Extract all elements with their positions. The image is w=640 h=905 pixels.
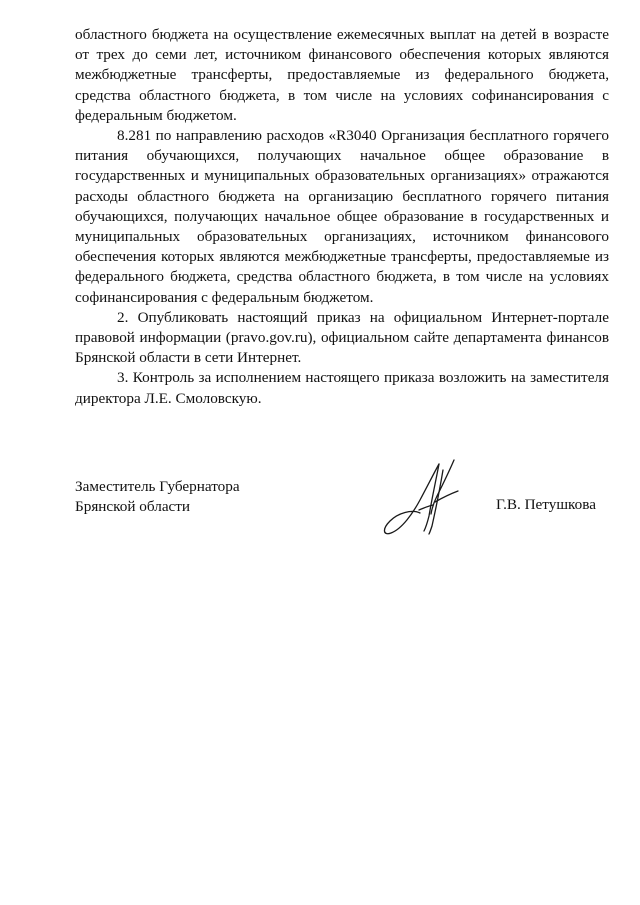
signatory-position-line-1: Заместитель Губернатора bbox=[75, 478, 240, 495]
signatory-name: Г.В. Петушкова bbox=[496, 496, 596, 513]
paragraph-item-2: 2. Опубликовать настоящий приказ на официальном Интернет-портале правовой информации (pravo.gov.ru), официальном сайте департамента финансов Брянской области в сети Интернет. bbox=[75, 308, 609, 367]
paragraph-item-3: 3. Контроль за исполнением настоящего приказа возложить на заместителя директора Л.Е. Смоловскую. bbox=[75, 369, 609, 407]
paragraph-8-280-continuation: областного бюджета на осуществление ежемесячных выплат на детей в возрасте от трех до семи лет, источником финансового обеспечения которых являются межбюджетные трансферты, предоставляемые из федерального бюджета, средства областного бюджета, в том числе на условиях софинансирования с федеральным бюджетом. bbox=[75, 26, 609, 124]
paragraph-8-281: 8.281 по направлению расходов «R3040 Организация бесплатного горячего питания обучающихся, получающих начальное общее образование в государственных и муниципальных образовательных организациях» отражаются расходы областного бюджета на организацию бесплатного горячего питания обучающихся, получающих начальное общее образование в государственных и муниципальных образовательных организациях, источником финансового обеспечения которых являются межбюджетные трансферты, предоставляемые из федерального бюджета, средства областного бюджета, в том числе на условиях софинансирования с федеральным бюджетом. bbox=[75, 127, 609, 306]
document-body bbox=[75, 25, 609, 409]
signatory-position-line-2: Брянской области bbox=[75, 498, 191, 515]
signatory-position bbox=[75, 477, 240, 517]
handwritten-signature-icon bbox=[376, 458, 476, 540]
